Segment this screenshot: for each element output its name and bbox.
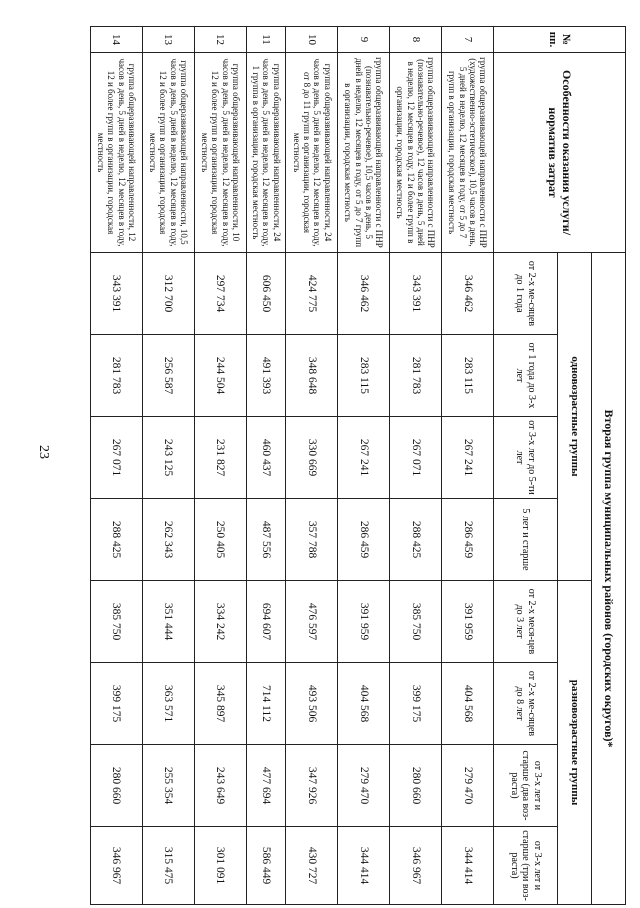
cost-value: 244 504: [194, 335, 246, 417]
cost-value: 255 354: [142, 745, 194, 827]
header-col: от 3-х лет и старше (два воз-раста): [494, 745, 558, 827]
table-row: [338, 27, 390, 905]
header-col: от 2-х меся-цев до 3 лет: [494, 581, 558, 663]
cost-value: 279 470: [338, 745, 390, 827]
cost-value: 345 897: [194, 663, 246, 745]
cost-value: 243 649: [194, 745, 246, 827]
cost-value: 391 959: [442, 581, 494, 663]
table-row: [91, 27, 143, 905]
row-number: 12: [194, 27, 246, 53]
cost-value: 243 125: [142, 417, 194, 499]
rotated-table-container: [90, 26, 626, 904]
row-number: 11: [246, 27, 286, 53]
header-col: 5 лет и старше: [494, 499, 558, 581]
cost-value: 280 660: [390, 745, 442, 827]
cost-value: 286 459: [442, 499, 494, 581]
table-row: [390, 27, 442, 905]
cost-value: 330 669: [286, 417, 338, 499]
table-row: [246, 27, 286, 905]
cost-value: 348 648: [286, 335, 338, 417]
cost-value: 312 700: [142, 253, 194, 335]
cost-value: 385 750: [91, 581, 143, 663]
cost-value: 288 425: [91, 499, 143, 581]
cost-value: 267 071: [390, 417, 442, 499]
cost-norms-table: [90, 26, 626, 905]
header-col: от 3-х лет до 5-ти лет: [494, 417, 558, 499]
cost-value: 286 459: [338, 499, 390, 581]
table-row: [194, 27, 246, 905]
cost-value: 334 242: [194, 581, 246, 663]
table-body: [91, 27, 494, 905]
cost-value: 493 506: [286, 663, 338, 745]
cost-value: 280 660: [91, 745, 143, 827]
cost-value: 250 405: [194, 499, 246, 581]
header-features: Особенности оказания услуги/норматив затрат: [494, 53, 626, 253]
cost-value: 399 175: [390, 663, 442, 745]
row-description: группа общеразвивающей направленности, 12 часов в день, 5 дней в неделю, 12 месяцев в году, 12 и более групп в организации, городская местность: [91, 53, 143, 253]
cost-value: 279 470: [442, 745, 494, 827]
row-description: группа общеразвивающей направленности с ПНР (познавательно-речевое), 12 часов в день, 5 дней в неделю, 12 месяцев в году, 12 и более групп в организации, городская местность: [390, 53, 442, 253]
row-description: группа общеразвивающей направленности, 24 часов в день, 5 дней в неделю, 12 месяцев в году, 1 группа в организации, городская местность: [246, 53, 286, 253]
header-col: от 2-х ме-сяцев до 1 года: [494, 253, 558, 335]
cost-value: 346 967: [91, 827, 143, 905]
header-col: от 3-х лет и старше (три воз-раста): [494, 827, 558, 905]
cost-value: 586 449: [246, 827, 286, 905]
cost-value: 315 475: [142, 827, 194, 905]
header-col: от 2-х ме-сяцев до 8 лет: [494, 663, 558, 745]
cost-value: 351 444: [142, 581, 194, 663]
cost-value: 347 926: [286, 745, 338, 827]
table-row: [442, 27, 494, 905]
page-number: 23: [36, 445, 51, 459]
cost-value: 344 414: [442, 827, 494, 905]
table-row: [142, 27, 194, 905]
row-description: группа общеразвивающей направленности, 10 часов в день, 5 дней в неделю, 12 месяцев в году, 12 и более групп в организации, городская местность: [194, 53, 246, 253]
cost-value: 344 414: [338, 827, 390, 905]
row-description: группа общеразвивающей направленности, 24 часов в день, 5 дней в неделю, 12 месяцев в году, от 8 до 11 групп в организации, городская местность: [286, 53, 338, 253]
cost-value: 404 568: [442, 663, 494, 745]
header-col: от 1 года до 3-х лет: [494, 335, 558, 417]
cost-value: 267 241: [338, 417, 390, 499]
cost-value: 346 967: [390, 827, 442, 905]
cost-value: 477 694: [246, 745, 286, 827]
cost-value: 283 115: [338, 335, 390, 417]
cost-value: 357 788: [286, 499, 338, 581]
cost-value: 694 607: [246, 581, 286, 663]
cost-value: 231 827: [194, 417, 246, 499]
cost-value: 346 462: [338, 253, 390, 335]
cost-value: 267 071: [91, 417, 143, 499]
row-number: 13: [142, 27, 194, 53]
cost-value: 460 437: [246, 417, 286, 499]
row-description: группа общеразвивающей направленности с ПНР (художественно-эстетическое), 10,5 часов в день, 5 дней в неделю, 12 месяцев в году, от 5 до 7 групп в организации, городская местность: [442, 53, 494, 253]
cost-value: 363 571: [142, 663, 194, 745]
cost-value: 399 175: [91, 663, 143, 745]
cost-value: 301 091: [194, 827, 246, 905]
cost-value: 346 462: [442, 253, 494, 335]
cost-value: 281 783: [390, 335, 442, 417]
row-number: 14: [91, 27, 143, 53]
table-row: [286, 27, 338, 905]
cost-value: 430 727: [286, 827, 338, 905]
cost-value: 343 391: [390, 253, 442, 335]
cost-value: 297 734: [194, 253, 246, 335]
header-group-title: Вторая группа муниципальных районов (городских округов)*: [592, 253, 626, 905]
header-mixed-age: разновозрастные группы: [558, 581, 592, 905]
cost-value: 283 115: [442, 335, 494, 417]
cost-value: 343 391: [91, 253, 143, 335]
row-description: группа общеразвивающей направленности с ПНР (познавательно-речевое), 10,5 часов в день, 5 дней в неделю, 12 месяцев в году, от 5 до 7 групп в организации, городская местность: [338, 53, 390, 253]
row-description: группа общеразвивающей направленности, 10,5 часов в день, 5 дней в неделю, 12 месяцев в году, 12 и более групп в организации, городская местность: [142, 53, 194, 253]
row-number: 10: [286, 27, 338, 53]
cost-value: 487 556: [246, 499, 286, 581]
cost-value: 385 750: [390, 581, 442, 663]
cost-value: 256 587: [142, 335, 194, 417]
cost-value: 714 112: [246, 663, 286, 745]
row-number: 8: [390, 27, 442, 53]
row-number: 7: [442, 27, 494, 53]
cost-value: 476 597: [286, 581, 338, 663]
cost-value: 281 783: [91, 335, 143, 417]
header-number: № пп.: [494, 27, 626, 53]
cost-value: 267 241: [442, 417, 494, 499]
cost-value: 288 425: [390, 499, 442, 581]
cost-value: 606 450: [246, 253, 286, 335]
cost-value: 424 775: [286, 253, 338, 335]
cost-value: 262 343: [142, 499, 194, 581]
cost-value: 404 568: [338, 663, 390, 745]
cost-value: 391 959: [338, 581, 390, 663]
cost-value: 491 393: [246, 335, 286, 417]
row-number: 9: [338, 27, 390, 53]
header-single-age: одновозрастные группы: [558, 253, 592, 581]
